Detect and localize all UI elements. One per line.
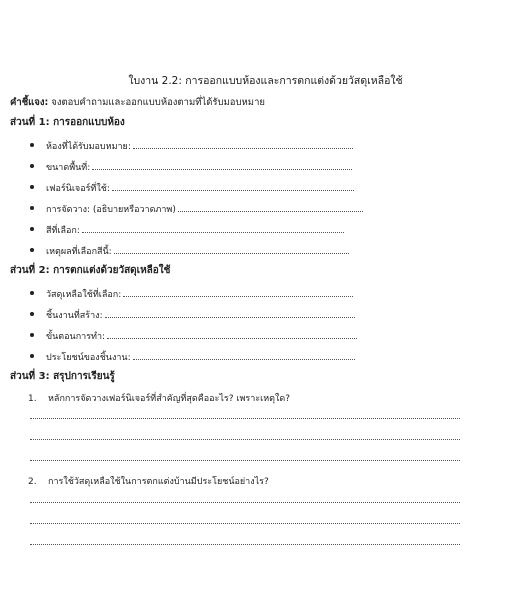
answer-blank[interactable]: [178, 203, 363, 212]
question-text: การใช้วัสดุเหลือใช้ในการตกแต่งบ้านมีประโยชน์อย่างไร?: [48, 477, 269, 487]
bullet-icon: [30, 291, 34, 295]
item-label: ขนาดพื้นที่:: [46, 163, 91, 173]
section1-item-layout: [30, 202, 363, 216]
item-label: เหตุผลที่เลือกสีนี้:: [46, 247, 112, 257]
answer-blank[interactable]: [133, 140, 353, 149]
bullet-icon: [30, 185, 34, 189]
answer-line[interactable]: [30, 544, 460, 545]
answer-blank[interactable]: [123, 288, 353, 297]
bullet-icon: [30, 333, 34, 337]
section2-item-benefit: [30, 350, 355, 364]
bullet-icon: [30, 143, 34, 147]
bullet-icon: [30, 354, 34, 358]
section2-item-material: [30, 287, 353, 301]
question-text: หลักการจัดวางเฟอร์นิเจอร์ที่สำคัญที่สุดคืออะไร? เพราะเหตุใด?: [48, 394, 290, 404]
section3-heading: ส่วนที่ 3: สรุปการเรียนรู้: [10, 371, 115, 382]
instruction-text: จงตอบคำถามและออกแบบห้องตามที่ได้รับมอบหมาย: [48, 97, 265, 108]
question-number: 2.: [28, 477, 37, 487]
question-1: [28, 391, 290, 405]
item-label: สีที่เลือก:: [46, 226, 80, 236]
worksheet-title: ใบงาน 2.2: การออกแบบห้องและการตกแต่งด้วยวัสดุเหลือใช้: [128, 75, 403, 87]
answer-blank[interactable]: [107, 330, 357, 339]
bullet-icon: [30, 206, 34, 210]
answer-blank[interactable]: [133, 351, 355, 360]
item-label: ห้องที่ได้รับมอบหมาย:: [46, 142, 131, 152]
item-label: วัสดุเหลือใช้ที่เลือก:: [46, 290, 122, 300]
answer-line[interactable]: [30, 460, 460, 461]
question-number: 1.: [28, 394, 37, 404]
item-label: เฟอร์นิเจอร์ที่ใช้:: [46, 184, 110, 194]
item-label: ชิ้นงานที่สร้าง:: [46, 311, 103, 321]
answer-blank[interactable]: [82, 224, 344, 233]
bullet-icon: [30, 248, 34, 252]
answer-blank[interactable]: [92, 161, 352, 170]
answer-line[interactable]: [30, 502, 460, 503]
item-label: ขั้นตอนการทำ:: [46, 332, 106, 342]
answer-blank[interactable]: [114, 245, 349, 254]
section1-item-area: [30, 160, 352, 174]
section1-item-color: [30, 223, 344, 237]
answer-line[interactable]: [30, 439, 460, 440]
question-2: [28, 474, 269, 488]
bullet-icon: [30, 312, 34, 316]
answer-blank[interactable]: [105, 309, 355, 318]
item-label: ประโยชน์ของชิ้นงาน:: [46, 353, 131, 363]
section2-item-work: [30, 308, 355, 322]
instruction: [10, 95, 265, 110]
section1-item-reason: [30, 244, 349, 258]
section1-heading: ส่วนที่ 1: การออกแบบห้อง: [10, 117, 125, 128]
item-label: การจัดวาง: (อธิบายหรือวาดภาพ): [46, 205, 176, 215]
answer-blank[interactable]: [112, 182, 354, 191]
section1-item-furniture: [30, 181, 354, 195]
section1-item-room: [30, 139, 353, 153]
bullet-icon: [30, 164, 34, 168]
section2-item-steps: [30, 329, 357, 343]
section2-heading: ส่วนที่ 2: การตกแต่งด้วยวัสดุเหลือใช้: [10, 265, 171, 276]
bullet-icon: [30, 227, 34, 231]
instruction-label: คำชี้แจง:: [10, 97, 49, 108]
answer-line[interactable]: [30, 523, 460, 524]
answer-line[interactable]: [30, 418, 460, 419]
